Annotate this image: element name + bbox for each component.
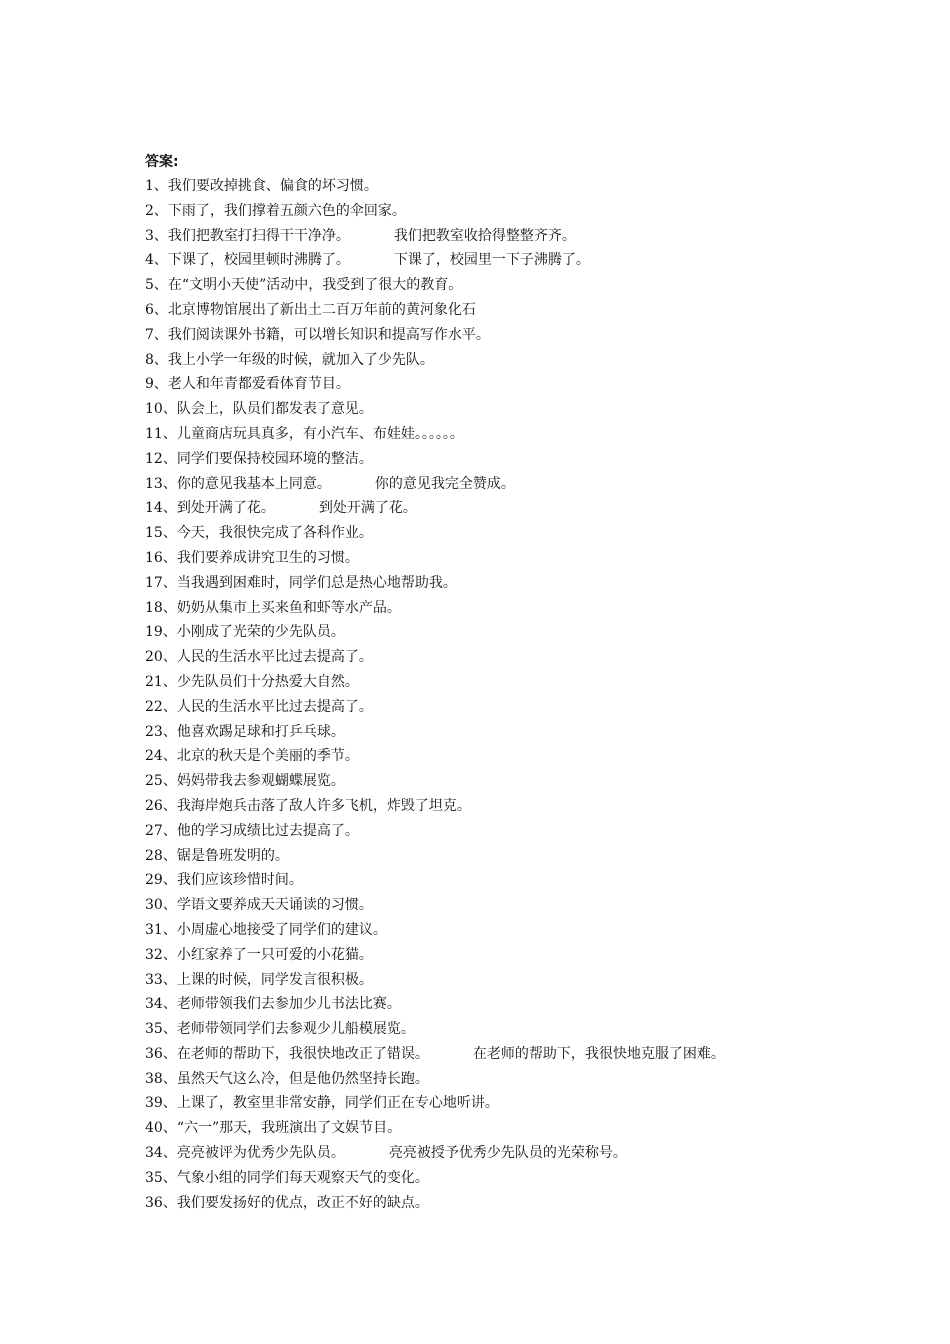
answer-line: [145, 1017, 925, 1042]
answer-text: 30、学语文要养成天天诵读的习惯。: [145, 897, 373, 914]
answer-text: 2、下雨了，我们撑着五颜六色的伞回家。: [145, 202, 406, 219]
answer-text: 34、亮亮被评为优秀少先队员。: [145, 1145, 345, 1162]
answer-text: 23、他喜欢踢足球和打乒乓球。: [145, 723, 345, 740]
answer-line: [145, 968, 925, 993]
answer-line: [145, 372, 925, 397]
answer-alternative-text: 你的意见我完全赞成。: [374, 475, 515, 492]
answer-line: [145, 670, 925, 695]
answer-text: 24、北京的秋天是个美丽的季节。: [145, 748, 359, 765]
answer-text: 15、今天，我很快完成了各科作业。: [145, 525, 373, 542]
answer-text: 12、同学们要保持校园环境的整洁。: [145, 450, 373, 467]
answer-line: [145, 868, 925, 893]
answer-line: [145, 1191, 925, 1216]
answer-text: 26、我海岸炮兵击落了敌人许多飞机，炸毁了坦克。: [145, 797, 471, 814]
answer-line: [145, 744, 925, 769]
answer-alternative-text: 亮亮被授予优秀少先队员的光荣称号。: [388, 1145, 627, 1162]
answer-text: 5、在“文明小天使”活动中，我受到了很大的教育。: [145, 277, 463, 294]
answer-line: [145, 1067, 925, 1092]
answer-line: [145, 199, 925, 224]
answer-line: [145, 695, 925, 720]
answer-list: [145, 174, 925, 1215]
answer-text: 3、我们把教室打扫得干干净净。: [145, 227, 350, 244]
answer-text: 35、老师带领同学们去参观少儿船模展览。: [145, 1021, 415, 1038]
answer-text: 34、老师带领我们去参加少儿书法比赛。: [145, 996, 401, 1013]
answer-line: [145, 248, 925, 273]
answer-line: [145, 596, 925, 621]
answer-text: 11、儿童商店玩具真多，有小汽车、布娃娃。。。。。。: [145, 425, 464, 442]
answer-text: 19、小刚成了光荣的少先队员。: [145, 624, 345, 641]
answer-text: 33、上课的时候，同学发言很积极。: [145, 971, 373, 988]
answer-line: [145, 769, 925, 794]
answer-line: [145, 422, 925, 447]
answer-text: 7、我们阅读课外书籍，可以增长知识和提高写作水平。: [145, 326, 490, 343]
answer-line: [145, 720, 925, 745]
answer-text: 40、“六一”那天，我班演出了文娱节目。: [145, 1120, 402, 1137]
answer-line: [145, 397, 925, 422]
answer-text: 13、你的意见我基本上同意。: [145, 475, 331, 492]
answer-line: [145, 992, 925, 1017]
answer-text: 39、上课了，教室里非常安静，同学们正在专心地听讲。: [145, 1095, 499, 1112]
answer-line: [145, 844, 925, 869]
answer-text: 8、我上小学一年级的时候，就加入了少先队。: [145, 351, 434, 368]
answer-alternative-text: 我们把教室收拾得整整齐齐。: [393, 227, 576, 244]
answer-line: [145, 794, 925, 819]
answer-line: [145, 819, 925, 844]
answer-line: [145, 323, 925, 348]
answer-text: 38、虽然天气这么冷，但是他仍然坚持长跑。: [145, 1070, 429, 1087]
answer-text: 1、我们要改掉挑食、偏食的坏习惯。: [145, 178, 378, 194]
answer-text: 18、奶奶从集市上买来鱼和虾等水产品。: [145, 599, 401, 616]
answer-line: [145, 1042, 925, 1067]
answer-text: 28、锯是鲁班发明的。: [145, 847, 289, 864]
answer-text: 31、小周虚心地接受了同学们的建议。: [145, 921, 387, 938]
answer-text: 36、我们要发扬好的优点，改正不好的缺点。: [145, 1194, 429, 1211]
answer-line: [145, 348, 925, 373]
answer-document: [145, 150, 925, 1215]
answer-line: [145, 496, 925, 521]
answer-text: 36、在老师的帮助下，我很快地改正了错误。: [145, 1045, 429, 1062]
answer-text: 16、我们要养成讲究卫生的习惯。: [145, 549, 359, 566]
answer-text: 21、少先队员们十分热爱大自然。: [145, 673, 359, 690]
answer-text: 9、老人和年青都爱看体育节目。: [145, 376, 350, 393]
answer-text: 27、他的学习成绩比过去提高了。: [145, 822, 359, 839]
answer-line: [145, 893, 925, 918]
answer-line: [145, 620, 925, 645]
answer-line: [145, 273, 925, 298]
answer-text: 20、人民的生活水平比过去提高了。: [145, 649, 373, 666]
answer-line: [145, 174, 925, 199]
answer-text: 22、人民的生活水平比过去提高了。: [145, 698, 373, 715]
answer-line: [145, 447, 925, 472]
answer-line: [145, 943, 925, 968]
answer-text: 14、到处开满了花。: [145, 500, 275, 517]
answer-text: 25、妈妈带我去参观蝴蝶展览。: [145, 773, 345, 790]
answer-alternative-text: 下课了，校园里一下子沸腾了。: [393, 252, 590, 269]
answer-line: [145, 472, 925, 497]
answer-alternative-text: 到处开满了花。: [318, 500, 417, 517]
answer-line: [145, 1091, 925, 1116]
answer-text: 17、当我遇到困难时，同学们总是热心地帮助我。: [145, 574, 457, 591]
answer-line: [145, 546, 925, 571]
answer-text: 6、北京博物馆展出了新出土二百万年前的黄河象化石: [145, 301, 476, 318]
answer-line: [145, 1116, 925, 1141]
answer-text: 32、小红家养了一只可爱的小花猫。: [145, 946, 373, 963]
answer-text: 10、队会上，队员们都发表了意见。: [145, 401, 373, 418]
answer-text: 29、我们应该珍惜时间。: [145, 872, 303, 889]
answer-line: [145, 298, 925, 323]
answer-text: 35、气象小组的同学们每天观察天气的变化。: [145, 1169, 429, 1186]
answer-line: [145, 1166, 925, 1191]
answer-alternative-text: 在老师的帮助下，我很快地克服了困难。: [472, 1045, 725, 1062]
answer-line: [145, 521, 925, 546]
answer-text: 4、下课了，校园里顿时沸腾了。: [145, 252, 350, 269]
answer-line: [145, 571, 925, 596]
answers-heading: 答案:: [145, 154, 179, 170]
answer-line: [145, 1141, 925, 1166]
answer-line: [145, 918, 925, 943]
answer-line: [145, 645, 925, 670]
answer-line: [145, 224, 925, 249]
